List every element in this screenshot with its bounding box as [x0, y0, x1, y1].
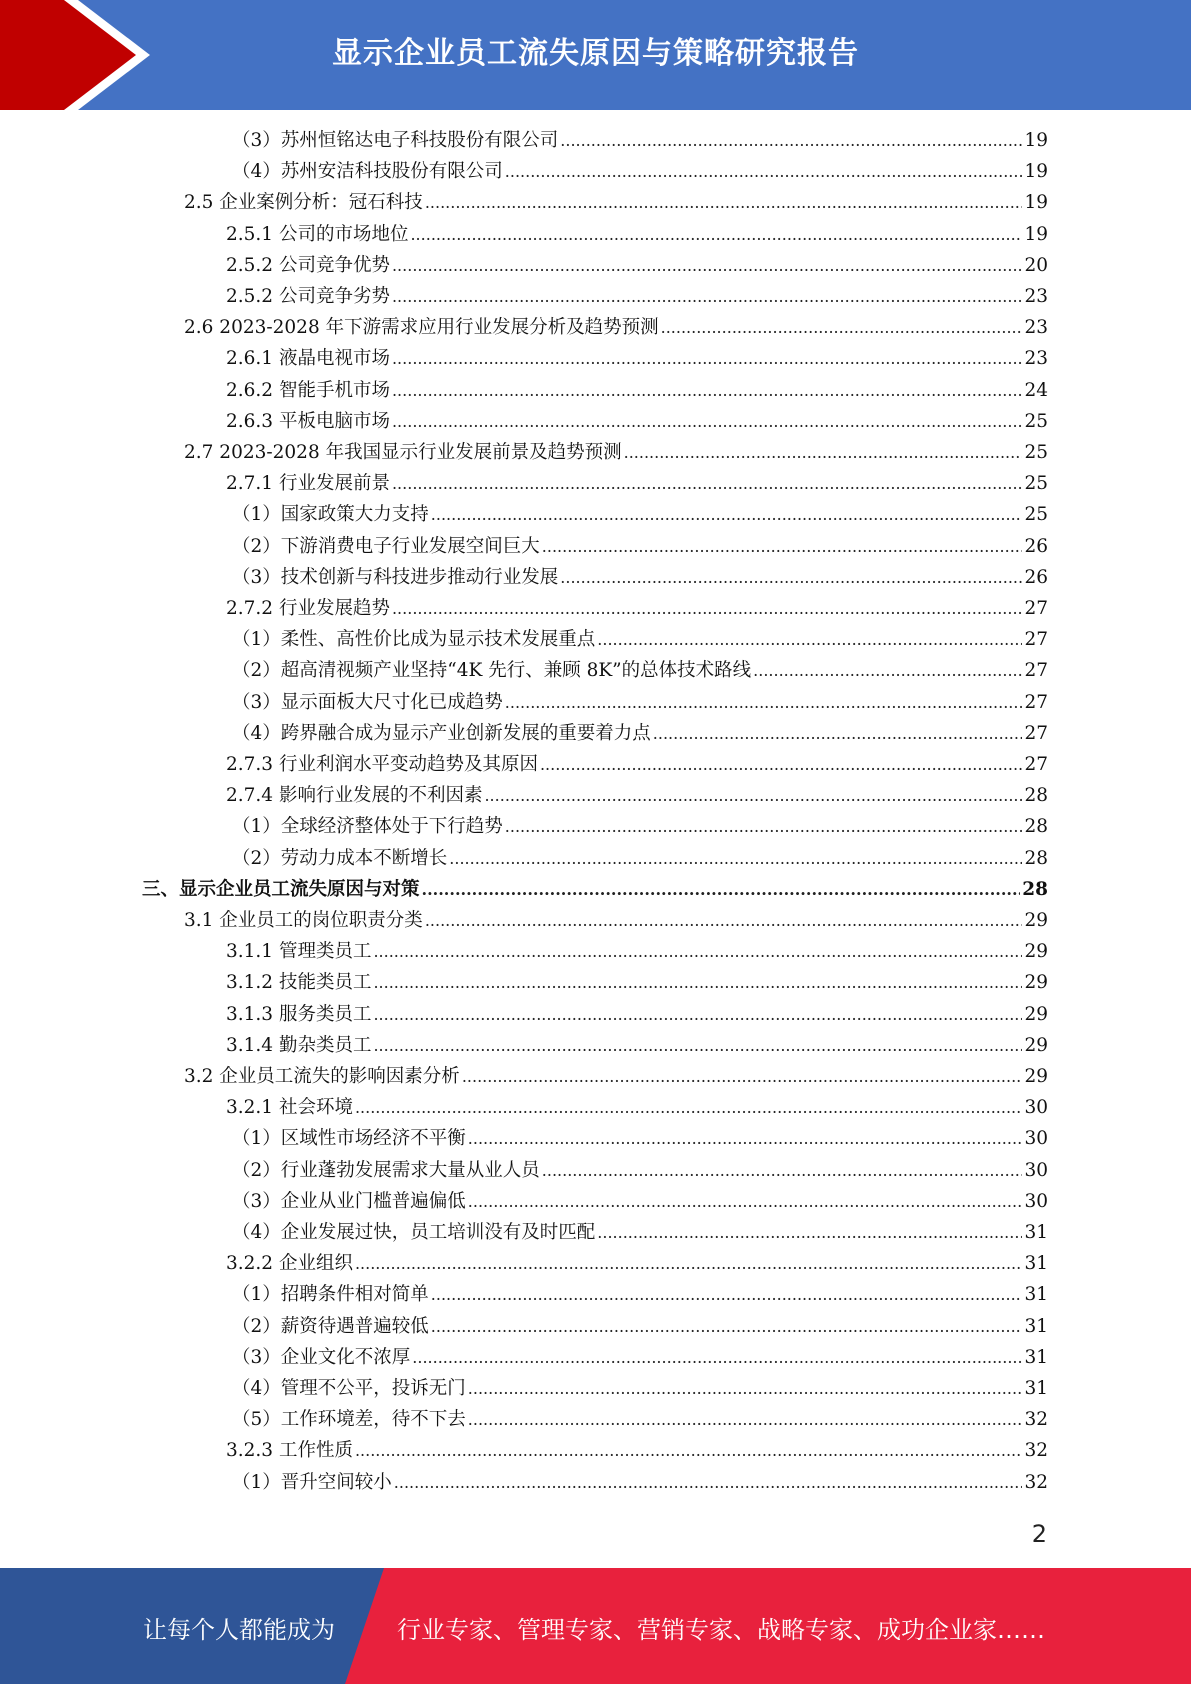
toc-entry-label: 3.2.2 企业组织 — [226, 1253, 353, 1275]
toc-entry-page: 27 — [1024, 754, 1048, 775]
toc-entry-page: 31 — [1024, 1315, 1048, 1337]
toc-dot-leader — [505, 693, 1023, 712]
toc-entry[interactable] — [232, 1124, 1048, 1152]
toc-entry-label: （1）区域性市场经济不平衡 — [232, 1128, 466, 1150]
toc-dot-leader — [449, 849, 1022, 868]
toc-entry-label: 3.2.1 社会环境 — [226, 1097, 353, 1119]
toc-dot-leader — [392, 349, 1022, 368]
toc-dot-leader — [392, 474, 1022, 493]
toc-entry-label: 2.6.3 平板电脑市场 — [226, 410, 390, 432]
toc-dot-leader — [355, 1098, 1023, 1117]
toc-entry[interactable] — [232, 1280, 1048, 1308]
page-number: 2 — [1031, 1520, 1047, 1548]
toc-entry-label: 2.5.1 公司的市场地位 — [226, 223, 409, 245]
toc-entry-page: 29 — [1024, 910, 1048, 931]
toc-entry-page: 27 — [1024, 691, 1048, 713]
toc-dot-leader — [661, 318, 1023, 337]
toc-entry-page: 29 — [1024, 1003, 1048, 1025]
toc-dot-leader — [462, 1067, 1023, 1086]
toc-entry-label: （4）跨界融合成为显示产业创新发展的重要着力点 — [232, 722, 651, 744]
toc-dot-leader — [468, 1129, 1023, 1148]
toc-entry-label: 2.7.2 行业发展趋势 — [226, 598, 390, 619]
toc-entry[interactable] — [232, 1374, 1048, 1402]
toc-entry-page: 31 — [1024, 1253, 1048, 1275]
toc-entry-label: 2.7.3 行业利润水平变动趋势及其原因 — [226, 754, 538, 775]
toc-entry[interactable] — [232, 126, 1048, 154]
toc-entry-label: 3.1.3 服务类员工 — [226, 1003, 372, 1025]
toc-entry[interactable] — [232, 688, 1048, 716]
toc-entry-page: 25 — [1024, 473, 1048, 495]
toc-entry-label: （1）国家政策大力支持 — [232, 504, 429, 526]
toc-dot-leader — [373, 942, 1022, 961]
toc-entry-label: （1）招聘条件相对简单 — [232, 1284, 429, 1306]
toc-entry-label: （1）晋升空间较小 — [232, 1471, 392, 1493]
toc-dot-leader — [505, 817, 1023, 836]
toc-dot-leader — [753, 661, 1022, 680]
toc-entry[interactable] — [232, 157, 1048, 185]
toc-entry[interactable] — [232, 1312, 1048, 1340]
toc-entry-page: 29 — [1024, 972, 1048, 994]
toc-entry-page: 29 — [1024, 941, 1048, 963]
toc-entry[interactable] — [232, 1343, 1048, 1371]
toc-entry-page: 28 — [1024, 816, 1048, 838]
toc-dot-leader — [431, 1317, 1023, 1336]
toc-entry-page: 32 — [1024, 1440, 1048, 1462]
toc-entry-label: 3.1.4 勤杂类员工 — [226, 1034, 372, 1056]
toc-dot-leader — [373, 1005, 1022, 1024]
toc-entry[interactable] — [226, 1093, 1048, 1121]
toc-entry-page: 19 — [1024, 130, 1048, 151]
toc-entry-page: 29 — [1024, 1066, 1048, 1087]
toc-entry-page: 26 — [1024, 535, 1048, 557]
toc-entry[interactable] — [232, 532, 1048, 560]
toc-entry-page: 25 — [1024, 410, 1048, 432]
toc-entry-page: 31 — [1024, 1378, 1048, 1399]
toc-dot-leader — [468, 1192, 1023, 1211]
toc-entry-label: 2.5 企业案例分析：冠石科技 — [184, 192, 423, 214]
toc-entry[interactable] — [226, 220, 1048, 248]
toc-entry-label: 2.7 2023-2028 年我国显示行业发展前景及趋势预测 — [184, 442, 622, 463]
toc-entry-label: （1）柔性、高性价比成为显示技术发展重点 — [232, 629, 596, 651]
toc-dot-leader — [560, 131, 1022, 150]
toc-entry-label: （2）行业蓬勃发展需求大量从业人员 — [232, 1159, 540, 1181]
toc-entry[interactable] — [226, 469, 1048, 497]
toc-dot-leader — [392, 256, 1022, 275]
toc-entry-label: 3.2.3 工作性质 — [226, 1440, 353, 1462]
toc-entry-page: 19 — [1024, 223, 1048, 245]
toc-entry-label: 2.7.1 行业发展前景 — [226, 473, 390, 495]
toc-dot-leader — [425, 193, 1023, 212]
toc-entry-label: （4）苏州安洁科技股份有限公司 — [232, 161, 503, 183]
toc-entry-label: 2.7.4 影响行业发展的不利因素 — [226, 785, 483, 807]
toc-entry-page: 31 — [1024, 1284, 1048, 1306]
toc-entry-page: 28 — [1022, 878, 1048, 900]
toc-entry-label: （5）工作环境差，待不下去 — [232, 1409, 466, 1431]
toc-entry-label: （3）企业文化不浓厚 — [232, 1346, 411, 1368]
toc-entry[interactable] — [184, 438, 1048, 466]
toc-entry-page: 19 — [1024, 192, 1048, 214]
toc-entry[interactable] — [226, 968, 1048, 996]
toc-entry-page: 27 — [1024, 629, 1048, 651]
toc-entry[interactable] — [226, 1249, 1048, 1277]
toc-entry-page: 28 — [1024, 847, 1048, 869]
report-header — [0, 0, 1191, 110]
toc-entry-label: （2）下游消费电子行业发展空间巨大 — [232, 535, 540, 557]
toc-entry-label: 2.6.2 智能手机市场 — [226, 379, 390, 401]
toc-entry[interactable] — [226, 1000, 1048, 1028]
toc-entry[interactable] — [232, 563, 1048, 591]
toc-dot-leader — [410, 225, 1022, 244]
toc-entry-label: 3.2 企业员工流失的影响因素分析 — [184, 1066, 460, 1087]
toc-entry[interactable] — [226, 376, 1048, 404]
toc-entry[interactable] — [142, 875, 1048, 903]
toc-entry-label: （2）劳动力成本不断增长 — [232, 847, 448, 869]
toc-dot-leader — [355, 1441, 1023, 1460]
toc-entry-page: 25 — [1024, 442, 1048, 463]
toc-entry-label: （3）苏州恒铭达电子科技股份有限公司 — [232, 130, 559, 151]
toc-entry-page: 31 — [1024, 1222, 1048, 1243]
toc-dot-leader — [542, 1161, 1023, 1180]
footer-slogan-left: 让每个人都能成为 — [143, 1616, 335, 1644]
toc-dot-leader — [373, 1036, 1022, 1055]
toc-entry[interactable] — [232, 1468, 1048, 1496]
toc-entry-label: （3）企业从业门槛普遍偏低 — [232, 1190, 466, 1212]
toc-entry-label: （2）超高清视频产业坚持“4K 先行、兼顾 8K”的总体技术路线 — [232, 660, 752, 682]
toc-entry-page: 31 — [1024, 1346, 1048, 1368]
footer-slogan-right: 行业专家、管理专家、营销专家、战略专家、成功企业家…… — [397, 1616, 1045, 1644]
toc-entry-page: 30 — [1024, 1097, 1048, 1119]
toc-entry-page: 30 — [1024, 1128, 1048, 1150]
toc-entry-label: （4）管理不公平，投诉无门 — [232, 1378, 466, 1399]
toc-dot-leader — [624, 443, 1023, 462]
toc-entry[interactable] — [184, 313, 1048, 341]
toc-entry[interactable] — [184, 1062, 1048, 1090]
toc-entry[interactable] — [226, 282, 1048, 310]
toc-entry[interactable] — [226, 1031, 1048, 1059]
toc-entry[interactable] — [226, 251, 1048, 279]
toc-entry-page: 28 — [1024, 785, 1048, 807]
toc-dot-leader — [422, 880, 1021, 899]
toc-entry-label: 3.1 企业员工的岗位职责分类 — [184, 910, 423, 931]
toc-dot-leader — [394, 1473, 1023, 1492]
toc-entry[interactable] — [232, 1218, 1048, 1246]
toc-entry-page: 32 — [1024, 1471, 1048, 1493]
toc-entry[interactable] — [232, 1156, 1048, 1184]
toc-dot-leader — [484, 786, 1022, 805]
toc-dot-leader — [392, 412, 1022, 431]
toc-entry-page: 26 — [1024, 566, 1048, 588]
toc-dot-leader — [425, 911, 1023, 930]
toc-entry-label: （3）显示面板大尺寸化已成趋势 — [232, 691, 503, 713]
toc-entry-label: 2.6.1 液晶电视市场 — [226, 348, 390, 370]
toc-entry[interactable] — [232, 719, 1048, 747]
toc-entry[interactable] — [232, 812, 1048, 840]
toc-entry-page: 27 — [1024, 598, 1048, 619]
toc-entry[interactable] — [184, 906, 1048, 934]
toc-dot-leader — [431, 505, 1023, 524]
toc-entry[interactable] — [226, 750, 1048, 778]
toc-entry-page: 25 — [1024, 504, 1048, 526]
toc-dot-leader — [392, 381, 1022, 400]
toc-entry-page: 19 — [1024, 161, 1048, 183]
toc-entry[interactable] — [232, 500, 1048, 528]
toc-entry[interactable] — [184, 188, 1048, 216]
toc-entry-label: 2.6 2023-2028 年下游需求应用行业发展分析及趋势预测 — [184, 317, 659, 339]
toc-dot-leader — [597, 1223, 1022, 1242]
toc-entry[interactable] — [226, 1436, 1048, 1464]
toc-entry-label: （3）技术创新与科技进步推动行业发展 — [232, 566, 559, 588]
toc-entry-page: 23 — [1024, 286, 1048, 307]
toc-entry[interactable] — [226, 594, 1048, 622]
toc-dot-leader — [392, 287, 1022, 306]
toc-entry-page: 20 — [1024, 254, 1048, 276]
toc-entry-label: 三、显示企业员工流失原因与对策 — [142, 878, 420, 900]
toc-dot-leader — [505, 162, 1023, 181]
toc-entry-label: 2.5.2 公司竞争劣势 — [226, 286, 390, 307]
toc-entry[interactable] — [226, 407, 1048, 435]
toc-entry[interactable] — [226, 781, 1048, 809]
toc-dot-leader — [431, 1285, 1023, 1304]
toc-entry-page: 30 — [1024, 1159, 1048, 1181]
toc-entry-page: 27 — [1024, 722, 1048, 744]
toc-entry[interactable] — [226, 937, 1048, 965]
toc-entry-page: 32 — [1024, 1409, 1048, 1431]
report-title: 显示企业员工流失原因与策略研究报告 — [332, 36, 859, 71]
toc-dot-leader — [392, 599, 1022, 618]
toc-dot-leader — [468, 1410, 1023, 1429]
toc-entry-page: 23 — [1024, 317, 1048, 339]
toc-dot-leader — [560, 568, 1022, 587]
footer-banner — [0, 1568, 1191, 1684]
toc-dot-leader — [373, 973, 1022, 992]
toc-entry-page: 24 — [1024, 379, 1048, 401]
toc-entry[interactable] — [226, 344, 1048, 372]
toc-entry[interactable] — [232, 1187, 1048, 1215]
toc-entry-page: 27 — [1024, 660, 1048, 682]
toc-entry[interactable] — [232, 1405, 1048, 1433]
toc-entry-page: 30 — [1024, 1190, 1048, 1212]
toc-dot-leader — [355, 1254, 1023, 1273]
toc-dot-leader — [412, 1348, 1022, 1367]
toc-entry-label: （2）薪资待遇普遍较低 — [232, 1315, 429, 1337]
toc-entry-page: 29 — [1024, 1034, 1048, 1056]
toc-entry-label: 3.1.1 管理类员工 — [226, 941, 372, 963]
toc-dot-leader — [540, 755, 1022, 774]
toc-entry[interactable] — [232, 625, 1048, 653]
toc-entry-label: （1）全球经济整体处于下行趋势 — [232, 816, 503, 838]
toc-entry-label: 3.1.2 技能类员工 — [226, 972, 372, 994]
toc-entry-page: 23 — [1024, 348, 1048, 370]
toc-dot-leader — [468, 1379, 1023, 1398]
toc-entry[interactable] — [232, 656, 1048, 684]
toc-dot-leader — [653, 724, 1023, 743]
toc-entry-label: 2.5.2 公司竞争优势 — [226, 254, 390, 276]
toc-entry[interactable] — [232, 844, 1048, 872]
toc-dot-leader — [597, 630, 1022, 649]
toc-entry-label: （4）企业发展过快，员工培训没有及时匹配 — [232, 1222, 596, 1243]
toc-dot-leader — [542, 537, 1023, 556]
